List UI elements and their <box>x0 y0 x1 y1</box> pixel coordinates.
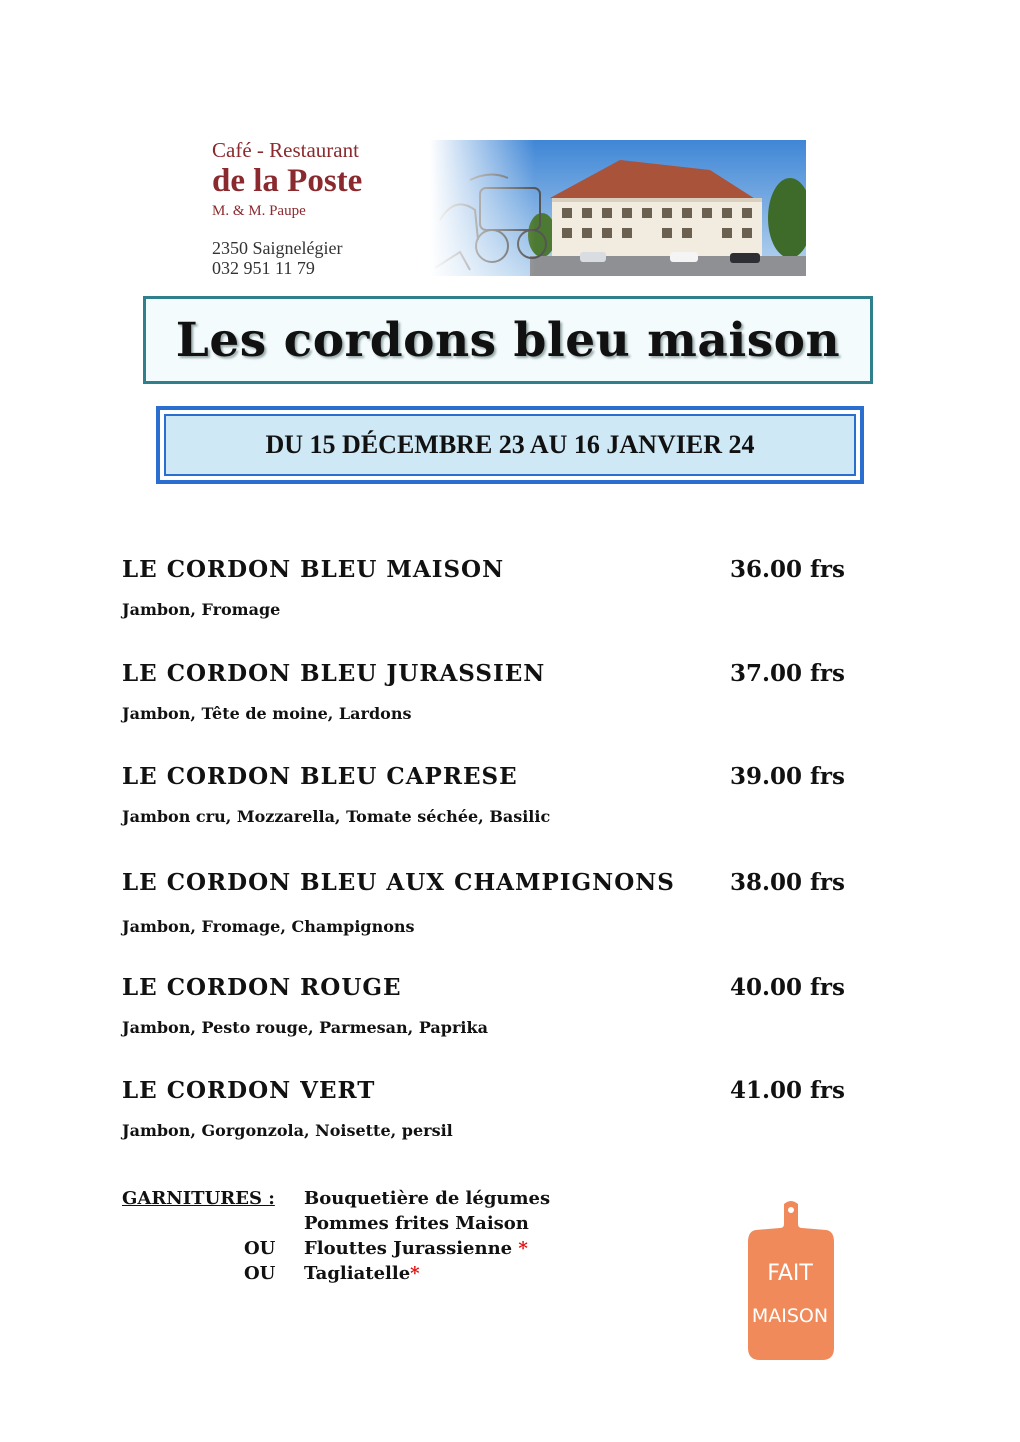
menu-item-name: LE CORDON ROUGE <box>122 974 402 1001</box>
menu-item-price: 37.00 frs <box>730 660 845 687</box>
garnitures-label: GARNITURES : <box>122 1188 275 1209</box>
fait-maison-logo <box>744 1198 838 1362</box>
menu-item-price: 40.00 frs <box>730 974 845 1001</box>
logo-text-maison: MAISON <box>751 1305 829 1327</box>
page-title: Les cordons bleu maison <box>175 312 841 368</box>
garniture-or: OU <box>244 1263 276 1284</box>
date-inner <box>164 414 856 476</box>
menu-item-name: LE CORDON BLEU CAPRESE <box>122 763 518 790</box>
restaurant-type: Café - Restaurant <box>212 138 359 162</box>
menu-item-price: 39.00 frs <box>730 763 845 790</box>
restaurant-name: de la Poste <box>212 163 363 199</box>
menu-item-description: Jambon cru, Mozzarella, Tomate séchée, Basilic <box>122 807 551 826</box>
restaurant-owners: M. & M. Paupe <box>212 203 306 219</box>
garniture-option <box>304 1263 420 1284</box>
garniture-line: Pommes frites Maison <box>304 1213 529 1234</box>
menu-item-price: 36.00 frs <box>730 556 845 583</box>
date-range: DU 15 DÉCEMBRE 23 AU 16 JANVIER 24 <box>265 430 755 459</box>
menu-item-name: LE CORDON BLEU AUX CHAMPIGNONS <box>122 869 675 896</box>
restaurant-phone: 032 951 11 79 <box>212 258 315 278</box>
menu-item-description: Jambon, Gorgonzola, Noisette, persil <box>122 1121 453 1140</box>
restaurant-header <box>200 138 806 278</box>
menu-item-price: 41.00 frs <box>730 1077 845 1104</box>
asterisk: * <box>410 1263 420 1284</box>
restaurant-info <box>212 138 362 278</box>
menu-item-description: Jambon, Fromage, Champignons <box>122 917 415 936</box>
garniture-line: Bouquetière de légumes <box>304 1188 551 1209</box>
garniture-option <box>304 1238 528 1259</box>
title-box <box>143 296 873 384</box>
restaurant-address: 2350 Saignelégier <box>212 238 343 258</box>
menu-item-description: Jambon, Fromage <box>122 600 281 619</box>
menu-item-name: LE CORDON VERT <box>122 1077 376 1104</box>
asterisk: * <box>518 1238 528 1259</box>
menu-item-description: Jambon, Tête de moine, Lardons <box>122 704 412 723</box>
garniture-or: OU <box>244 1238 276 1259</box>
menu-item-name: LE CORDON BLEU MAISON <box>122 556 505 583</box>
restaurant-photo <box>430 140 806 276</box>
garniture-text: Tagliatelle <box>304 1263 411 1284</box>
garniture-text: Flouttes Jurassienne <box>304 1238 513 1259</box>
menu-item-price: 38.00 frs <box>730 869 845 896</box>
menu-item-name: LE CORDON BLEU JURASSIEN <box>122 660 546 687</box>
logo-text-fait: FAIT <box>767 1261 813 1286</box>
date-box <box>156 406 864 484</box>
menu-item-description: Jambon, Pesto rouge, Parmesan, Paprika <box>122 1018 488 1037</box>
